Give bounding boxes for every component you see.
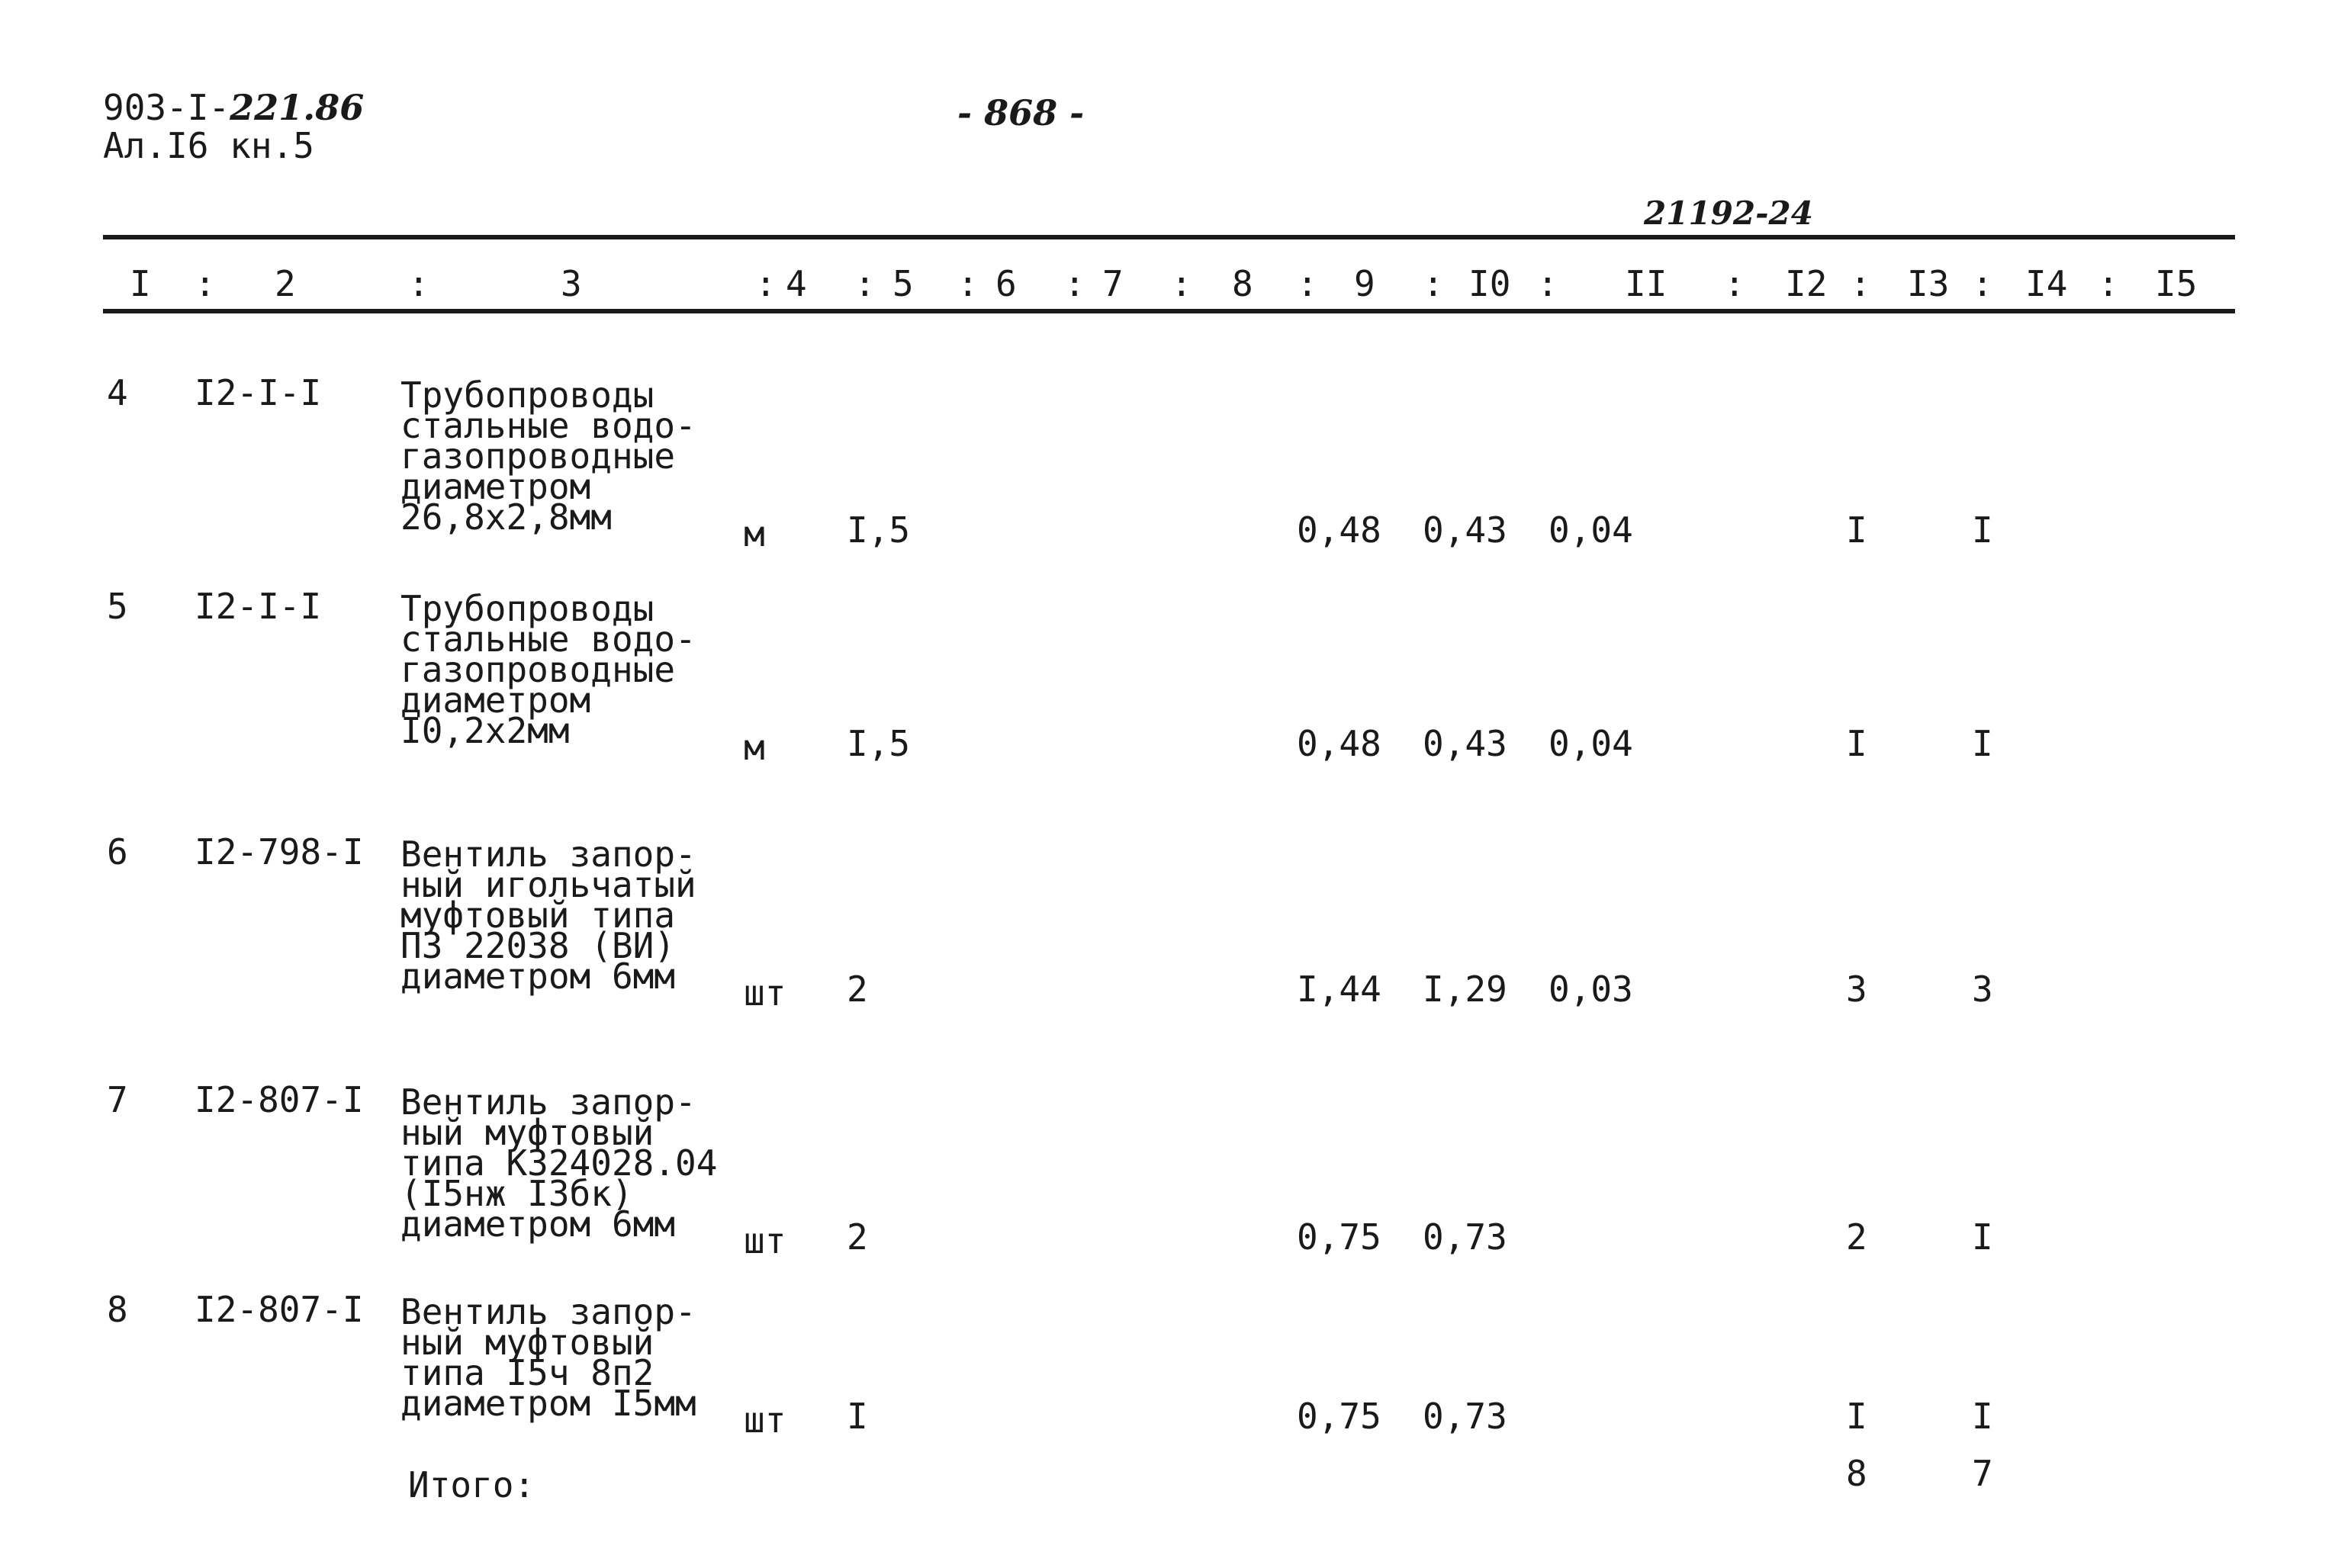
col-11-value: 0,04: [1548, 723, 1633, 764]
col-6-sep: :: [957, 263, 979, 304]
quantity: 2: [847, 969, 868, 1010]
quantity: I,5: [847, 509, 911, 551]
unit: шт: [744, 1220, 786, 1261]
col-13-sep: :: [1850, 263, 1871, 304]
description-line: (I5нж I3бк): [400, 1173, 633, 1214]
unit: м: [744, 513, 765, 554]
col-13-value: 3: [1972, 969, 1993, 1010]
col-13-value: I: [1972, 1216, 1993, 1258]
col-5-sep: :: [854, 263, 876, 304]
norm-code: I2-807-I: [195, 1079, 364, 1120]
col-9-sep: :: [1297, 263, 1318, 304]
work-description: [400, 588, 696, 751]
col-10-value: 0,43: [1423, 723, 1507, 764]
unit: шт: [744, 972, 786, 1014]
col-8-sep: :: [1171, 263, 1192, 304]
col-15-sep: :: [2098, 263, 2119, 304]
description-line: ПЗ 22038 (ВИ): [400, 925, 676, 966]
col-9-value: I,44: [1297, 969, 1381, 1010]
norm-code: I2-I-I: [195, 372, 322, 413]
description-line: муфтовый типа: [400, 895, 676, 936]
col-4-sep: :: [755, 263, 777, 304]
col-10-value: 0,73: [1423, 1216, 1507, 1258]
quantity: I: [847, 1396, 868, 1437]
document-code: [103, 87, 365, 128]
col-9-value: 0,75: [1297, 1396, 1381, 1437]
col-2-sep: :: [195, 263, 216, 304]
description-line: I0,2x2мм: [400, 710, 570, 751]
description-line: Вентиль запор-: [400, 1081, 696, 1123]
col-10-value: I,29: [1423, 969, 1507, 1010]
col-7-label: 7: [1102, 263, 1124, 304]
col-14-sep: :: [1972, 263, 1993, 304]
description-line: Трубопроводы: [400, 374, 654, 416]
description-line: Вентиль запор-: [400, 834, 696, 875]
description-line: Вентиль запор-: [400, 1291, 696, 1332]
sheet-code: 21192-24: [1644, 194, 1813, 232]
col-12-label: I2: [1785, 263, 1828, 304]
col-13-label: I3: [1907, 263, 1950, 304]
description-line: диаметром: [400, 466, 591, 507]
description-line: типа I5ч 8п2: [400, 1352, 654, 1393]
description-line: ный муфтовый: [400, 1322, 654, 1363]
description-line: 26,8x2,8мм: [400, 496, 612, 538]
description-line: диаметром 6мм: [400, 956, 676, 997]
col-4-label: 4: [786, 263, 807, 304]
col-7-sep: :: [1064, 263, 1085, 304]
col-3-sep: :: [408, 263, 429, 304]
col-6-label: 6: [995, 263, 1017, 304]
col-8-label: 8: [1232, 263, 1253, 304]
description-line: диаметром 6мм: [400, 1203, 676, 1245]
description-line: ный муфтовый: [400, 1112, 654, 1153]
norm-code: I2-I-I: [195, 586, 322, 627]
col-12-value: I: [1846, 509, 1867, 551]
description-line: диаметром: [400, 680, 591, 721]
row-number: 4: [107, 372, 128, 413]
col-9-value: 0,75: [1297, 1216, 1381, 1258]
row-number: 7: [107, 1079, 128, 1120]
document-code-prefix: 903-I-: [103, 87, 230, 128]
quantity: I,5: [847, 723, 911, 764]
row-number: 8: [107, 1289, 128, 1330]
total-col-13: 7: [1972, 1453, 1993, 1494]
col-11-sep: :: [1537, 263, 1558, 304]
table-top-rule: [103, 235, 2235, 239]
col-5-label: 5: [892, 263, 914, 304]
col-10-label: I0: [1468, 263, 1511, 304]
description-line: типа КЗ24028.04: [400, 1142, 718, 1184]
description-line: газопроводные: [400, 435, 676, 477]
norm-code: I2-798-I: [195, 831, 364, 872]
col-9-value: 0,48: [1297, 723, 1381, 764]
total-label: Итого:: [408, 1464, 535, 1505]
col-11-value: 0,03: [1548, 969, 1633, 1010]
page-number: - 868 -: [957, 92, 1085, 133]
norm-code: I2-807-I: [195, 1289, 364, 1330]
col-13-value: I: [1972, 723, 1993, 764]
col-12-value: I: [1846, 723, 1867, 764]
album-book-line: Ал.I6 кн.5: [103, 125, 314, 166]
col-2-label: 2: [275, 263, 296, 304]
col-13-value: I: [1972, 1396, 1993, 1437]
document-code-handwritten: 221.86: [230, 87, 365, 128]
description-line: ный игольчатый: [400, 864, 696, 905]
col-3-label: 3: [561, 263, 582, 304]
unit: шт: [744, 1399, 786, 1441]
work-description: [400, 1081, 718, 1245]
col-12-sep: :: [1724, 263, 1745, 304]
col-12-value: I: [1846, 1396, 1867, 1437]
col-10-value: 0,43: [1423, 509, 1507, 551]
col-9-label: 9: [1354, 263, 1375, 304]
col-12-value: 3: [1846, 969, 1867, 1010]
col-15-label: I5: [2155, 263, 2198, 304]
col-9-value: 0,48: [1297, 509, 1381, 551]
row-number: 5: [107, 586, 128, 627]
description-line: газопроводные: [400, 649, 676, 690]
col-1-label: I: [130, 263, 151, 304]
description-line: стальные водо-: [400, 619, 696, 660]
row-number: 6: [107, 831, 128, 872]
col-14-label: I4: [2025, 263, 2068, 304]
col-11-label: II: [1625, 263, 1667, 304]
column-number-header: [103, 263, 2235, 309]
description-line: стальные водо-: [400, 405, 696, 446]
description-line: Трубопроводы: [400, 588, 654, 629]
quantity: 2: [847, 1216, 868, 1258]
col-13-value: I: [1972, 509, 1993, 551]
col-10-sep: :: [1423, 263, 1444, 304]
total-col-12: 8: [1846, 1453, 1867, 1494]
work-description: [400, 1291, 696, 1424]
col-11-value: 0,04: [1548, 509, 1633, 551]
description-line: диаметром I5мм: [400, 1383, 696, 1424]
col-12-value: 2: [1846, 1216, 1867, 1258]
work-description: [400, 834, 696, 997]
unit: м: [744, 727, 765, 768]
work-description: [400, 374, 696, 538]
table-header-bottom-rule: [103, 309, 2235, 313]
col-10-value: 0,73: [1423, 1396, 1507, 1437]
